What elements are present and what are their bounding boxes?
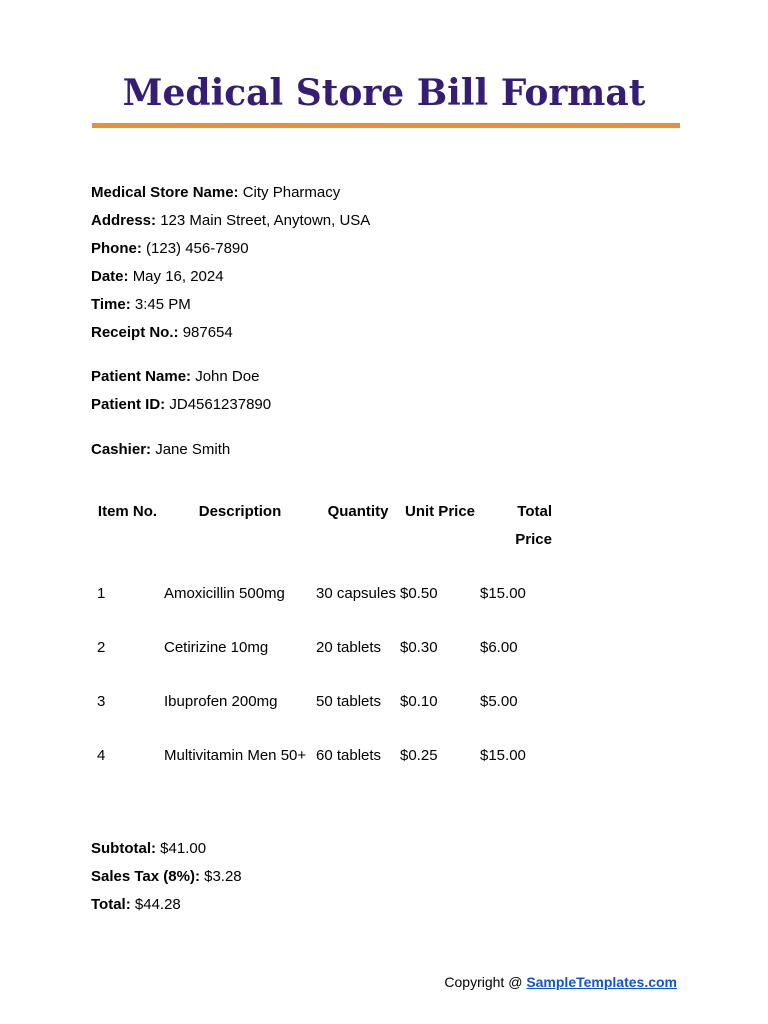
- cell-item-no: 3: [97, 693, 106, 710]
- patient-name-label: Patient Name:: [91, 368, 192, 385]
- tax-line: [91, 863, 242, 891]
- store-name-label: Medical Store Name:: [91, 184, 239, 201]
- cell-total-price: $6.00: [480, 639, 518, 656]
- cell-unit-price: $0.10: [400, 693, 438, 710]
- store-name-value: City Pharmacy: [242, 184, 341, 201]
- receipt-value: 987654: [182, 324, 233, 341]
- subtotal-label: Subtotal:: [91, 840, 156, 857]
- cell-unit-price: $0.50: [400, 585, 438, 602]
- phone-label: Phone:: [91, 240, 142, 257]
- cell-quantity: 30 capsules: [316, 585, 397, 602]
- cell-description: Multivitamin Men 50+: [164, 747, 307, 764]
- store-info: [91, 179, 370, 347]
- cell-description: Ibuprofen 200mg: [164, 693, 278, 710]
- totals-info: [91, 835, 242, 919]
- footer-copyright: [444, 972, 677, 992]
- cell-item-no: 1: [97, 585, 106, 602]
- cell-item-no: 2: [97, 639, 106, 656]
- cell-unit-price: $0.30: [400, 639, 438, 656]
- cell-description: Amoxicillin 500mg: [164, 585, 285, 602]
- patient-name-line: [91, 363, 271, 391]
- patient-id-line: [91, 391, 271, 419]
- table-row: [91, 742, 552, 770]
- cell-description: Cetirizine 10mg: [164, 639, 269, 656]
- page-title: Medical Store Bill Format: [122, 72, 646, 114]
- cashier-value: Jane Smith: [155, 441, 231, 458]
- header-description: Description: [198, 503, 282, 520]
- patient-id-value: JD4561237890: [169, 396, 272, 413]
- table-header-row: [91, 498, 552, 580]
- cell-item-no: 4: [97, 747, 106, 764]
- cashier-label: Cashier:: [91, 441, 152, 458]
- time-value: 3:45 PM: [134, 296, 191, 313]
- phone-line: [91, 235, 370, 263]
- cell-total-price: $5.00: [480, 693, 518, 710]
- receipt-label: Receipt No.:: [91, 324, 179, 341]
- date-value: May 16, 2024: [132, 268, 224, 285]
- header-item-no: Item No.: [97, 503, 158, 520]
- cell-quantity: 20 tablets: [316, 639, 382, 656]
- cashier-line: [91, 436, 230, 464]
- tax-label: Sales Tax (8%):: [91, 868, 200, 885]
- subtotal-value: $41.00: [160, 840, 207, 857]
- subtotal-line: [91, 835, 242, 863]
- time-label: Time:: [91, 296, 131, 313]
- address-value: 123 Main Street, Anytown, USA: [160, 212, 371, 229]
- title-divider: [92, 123, 680, 128]
- address-label: Address:: [91, 212, 157, 229]
- patient-name-value: John Doe: [195, 368, 260, 385]
- date-line: [91, 263, 370, 291]
- cell-total-price: $15.00: [480, 585, 526, 602]
- total-value: $44.28: [134, 896, 181, 913]
- total-label: Total:: [91, 896, 131, 913]
- cell-unit-price: $0.25: [400, 747, 438, 764]
- copyright-text: Copyright @: [444, 974, 527, 990]
- cell-quantity: 50 tablets: [316, 693, 382, 710]
- cell-quantity: 60 tablets: [316, 747, 382, 764]
- cashier-info: [91, 436, 230, 464]
- phone-value: (123) 456-7890: [146, 240, 249, 257]
- header-unit-price: Unit Price: [404, 503, 476, 520]
- address-line: [91, 207, 370, 235]
- table-row: [91, 580, 552, 634]
- sample-templates-link[interactable]: SampleTemplates.com: [526, 974, 677, 990]
- header-quantity: Quantity: [327, 503, 389, 520]
- patient-id-label: Patient ID:: [91, 396, 166, 413]
- items-table: [91, 498, 552, 770]
- time-line: [91, 291, 370, 319]
- tax-value: $3.28: [204, 868, 242, 885]
- receipt-line: [91, 319, 370, 347]
- patient-info: [91, 363, 271, 419]
- header-total-price: Total Price: [515, 503, 552, 548]
- total-line: [91, 891, 242, 919]
- store-name-line: [91, 179, 370, 207]
- table-row: [91, 688, 552, 742]
- table-row: [91, 634, 552, 688]
- date-label: Date:: [91, 268, 129, 285]
- cell-total-price: $15.00: [480, 747, 526, 764]
